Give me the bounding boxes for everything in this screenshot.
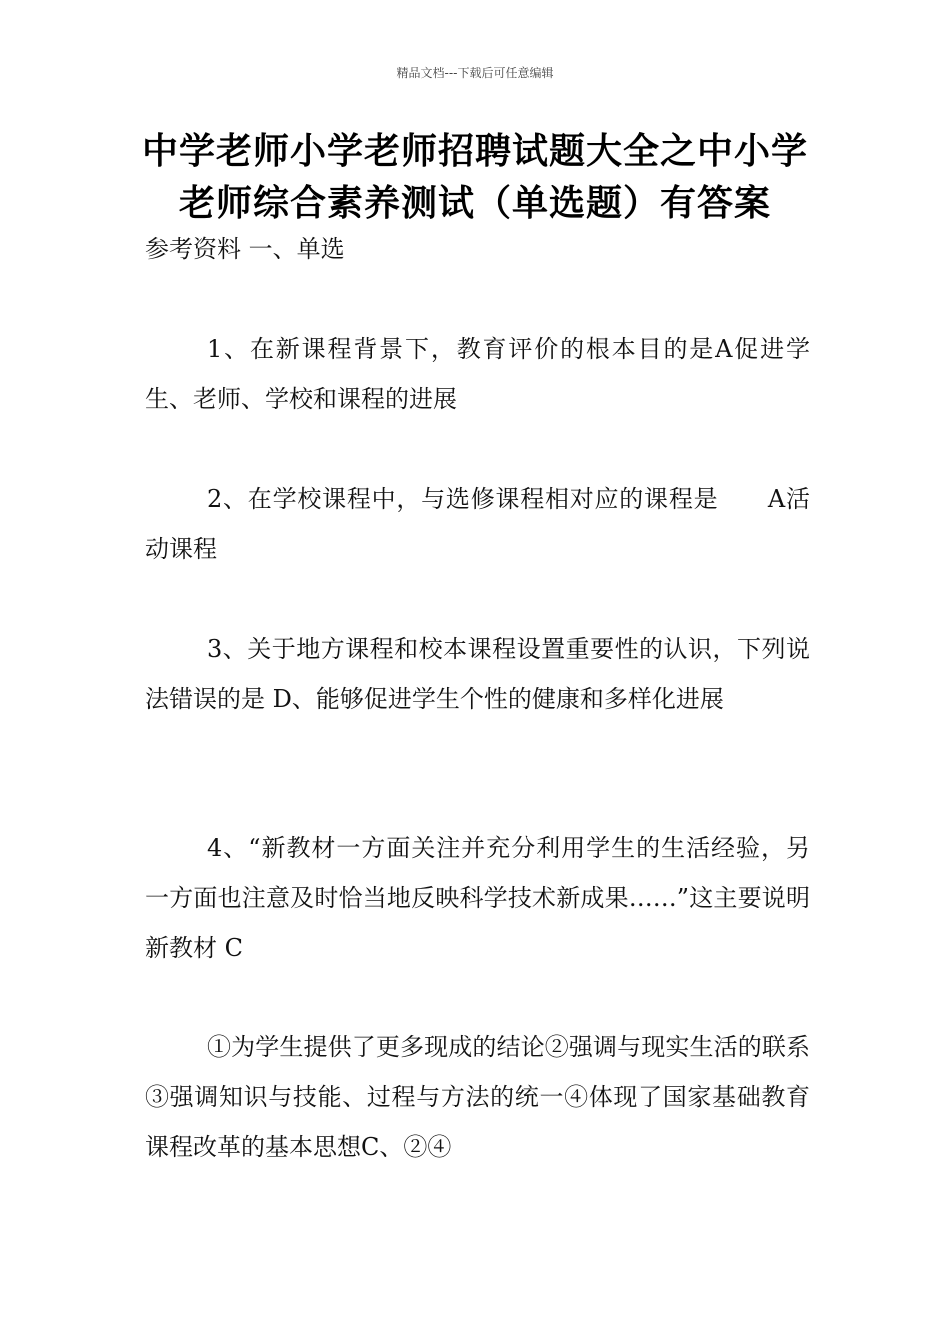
question-2: 2、在学校课程中，与选修课程相对应的课程是 A活动课程 <box>145 485 810 563</box>
question-1: 1、在新课程背景下，教育评价的根本目的是A促进学生、老师、学校和课程的进展 <box>145 335 810 413</box>
document-title: 中学老师小学老师招聘试题大全之中小学老师综合素养测试（单选题）有答案 <box>141 131 808 224</box>
question-4: 4、“新教材一方面关注并充分利用学生的生活经验，另一方面也注意及时恰当地反映科学技术新成果……”这主要说明新教材 C <box>145 834 810 962</box>
page-header: 精品文档---下载后可任意编辑 <box>396 66 554 80</box>
question-4-options: ①为学生提供了更多现成的结论②强调与现实生活的联系③强调知识与技能、过程与方法的统一④体现了国家基础教育课程改革的基本思想C、②④ <box>145 1033 810 1161</box>
question-3: 3、关于地方课程和校本课程设置重要性的认识，下列说法错误的是 D、能够促进学生个性的健康和多样化进展 <box>145 635 810 713</box>
document-subtitle: 参考资料 一、单选 <box>145 235 345 263</box>
